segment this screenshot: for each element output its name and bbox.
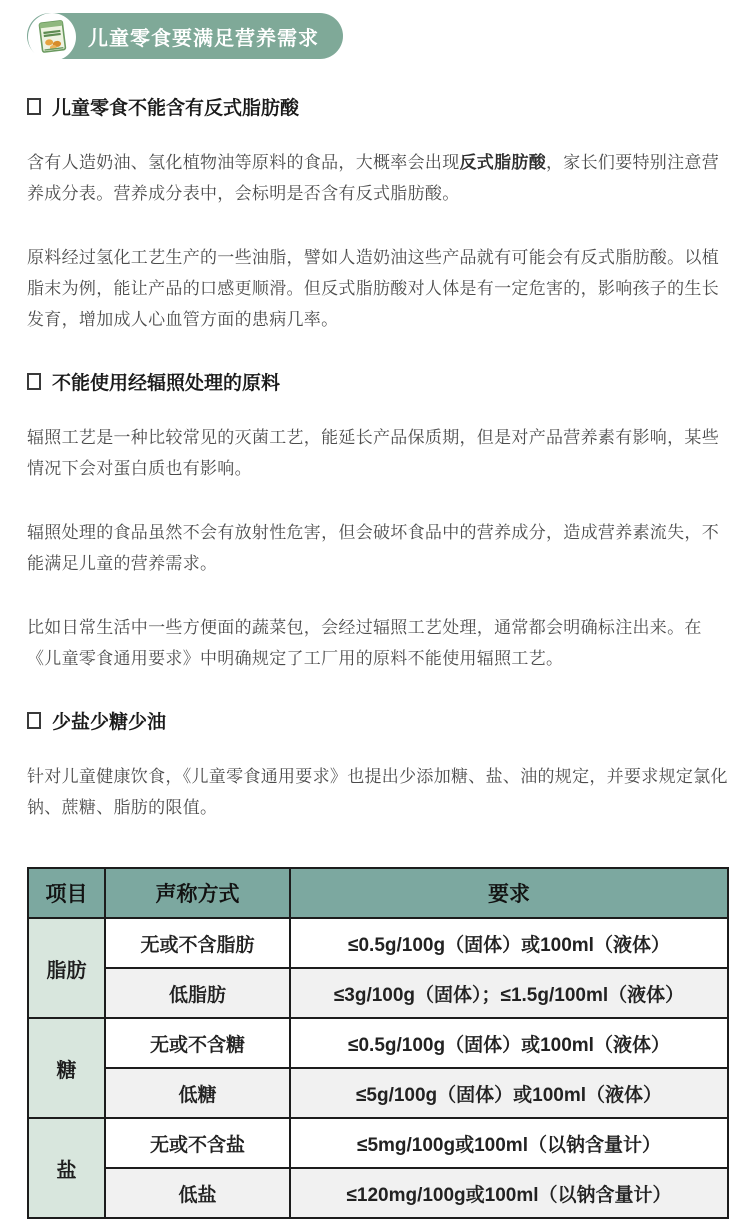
paragraph: 针对儿童健康饮食，《儿童零食通用要求》也提出少添加糖、盐、油的规定，并要求规定氯化钠、蔗糖、脂肪的限值。 <box>27 767 728 817</box>
heading-text: 儿童零食不能含有反式脂肪酸 <box>52 98 300 119</box>
table-row <box>28 1068 728 1118</box>
table-header-row <box>28 868 728 918</box>
square-bullet-icon <box>27 98 41 115</box>
table-row <box>28 1168 728 1218</box>
square-bullet-icon <box>27 712 41 729</box>
table-row <box>28 918 728 968</box>
requirement-cell: ≤5g/100g（固体）或100ml（液体） <box>290 1068 728 1118</box>
claim-cell: 低盐 <box>105 1168 290 1218</box>
section-heading-irradiation <box>27 368 728 395</box>
table-row <box>28 1018 728 1068</box>
highlighted-term: 反式脂肪酸 <box>459 153 546 172</box>
column-header-item: 项目 <box>28 868 105 918</box>
claim-cell: 低糖 <box>105 1068 290 1118</box>
paragraph <box>27 147 728 209</box>
claim-cell: 无或不含脂肪 <box>105 918 290 968</box>
paragraph: 比如日常生活中一些方便面的蔬菜包，会经过辐照工艺处理，通常都会明确标注出来。在《儿童零食通用要求》中明确规定了工厂用的原料不能使用辐照工艺。 <box>27 618 702 668</box>
section-heading-trans-fat <box>27 93 728 120</box>
requirement-cell: ≤120mg/100g或100ml（以钠含量计） <box>290 1168 728 1218</box>
section-title-badge <box>27 13 343 59</box>
paragraph-text: 含有人造奶油、氢化植物油等原料的食品，大概率会出现 <box>27 153 460 172</box>
heading-text: 不能使用经辐照处理的原料 <box>52 373 281 394</box>
item-cell-salt: 盐 <box>28 1118 105 1218</box>
requirement-cell: ≤0.5g/100g（固体）或100ml（液体） <box>290 1018 728 1068</box>
table-row <box>28 1118 728 1168</box>
requirement-cell: ≤5mg/100g或100ml（以钠含量计） <box>290 1118 728 1168</box>
claim-cell: 低脂肪 <box>105 968 290 1018</box>
claim-cell: 无或不含糖 <box>105 1018 290 1068</box>
column-header-requirement: 要求 <box>290 868 728 918</box>
paragraph: 原料经过氢化工艺生产的一些油脂，譬如人造奶油这些产品就有可能会有反式脂肪酸。以植脂末为例，能让产品的口感更顺滑。但反式脂肪酸对人体是有一定危害的，影响孩子的生长发育，增加成人心血管方面的患病几率。 <box>27 248 719 329</box>
heading-text: 少盐少糖少油 <box>52 712 167 733</box>
requirement-cell: ≤3g/100g（固体）；≤1.5g/100ml（液体） <box>290 968 728 1018</box>
claim-cell: 无或不含盐 <box>105 1118 290 1168</box>
snack-package-icon <box>28 13 76 61</box>
column-header-claim: 声称方式 <box>105 868 290 918</box>
section-heading-less-salt-sugar-oil <box>27 707 728 734</box>
item-cell-sugar: 糖 <box>28 1018 105 1118</box>
nutrition-limits-table <box>27 867 729 1219</box>
paragraph: 辐照处理的食品虽然不会有放射性危害，但会破坏食品中的营养成分，造成营养素流失，不能满足儿童的营养需求。 <box>27 523 719 573</box>
square-bullet-icon <box>27 373 41 390</box>
paragraph: 辐照工艺是一种比较常见的灭菌工艺，能延长产品保质期，但是对产品营养素有影响，某些情况下会对蛋白质也有影响。 <box>27 428 719 478</box>
page-title: 儿童零食要满足营养需求 <box>88 27 319 50</box>
requirement-cell: ≤0.5g/100g（固体）或100ml（液体） <box>290 918 728 968</box>
table-row <box>28 968 728 1018</box>
paragraph-text: ，家长们要特别注意营养成分表。营养成分表中，会标明是否含有反式脂肪酸。 <box>27 153 719 203</box>
item-cell-fat: 脂肪 <box>28 918 105 1018</box>
